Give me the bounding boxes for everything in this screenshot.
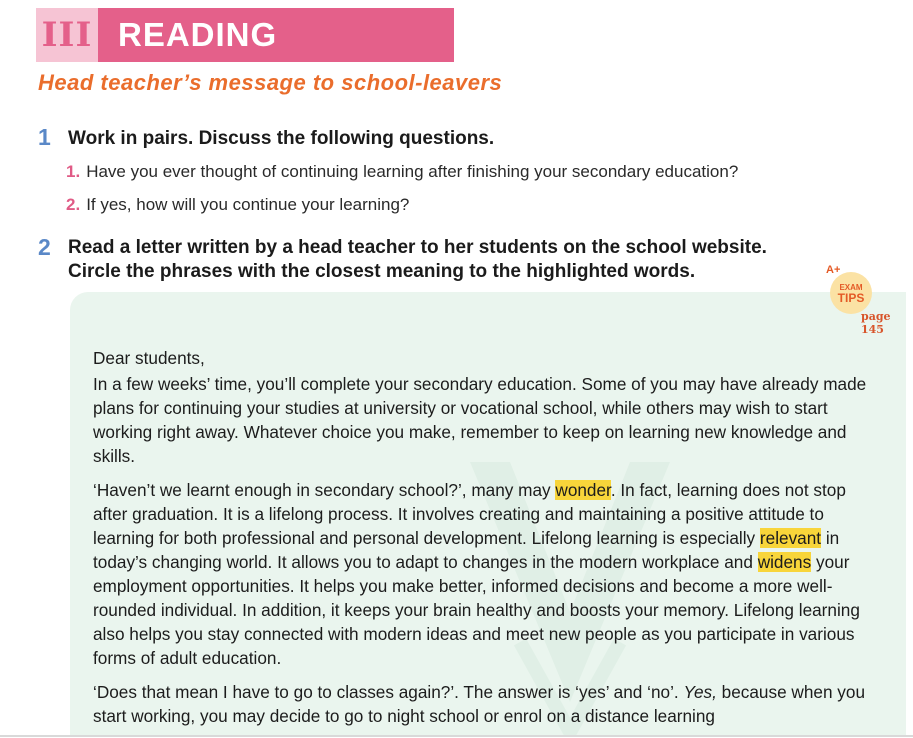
p2-text-c: in today’s changing world. It allows you to adapt to changes in the modern workplace and: [93, 528, 840, 572]
p3-text-a: ‘Does that mean I have to go to classes again?’. The answer is ‘yes’ and ‘no’.: [93, 682, 684, 702]
task-2-instruction: [68, 236, 888, 284]
highlight-wonder[interactable]: wonder: [555, 480, 611, 500]
letter-paragraph-3: [93, 680, 883, 728]
letter-body: [93, 346, 883, 738]
p3-yes: Yes,: [683, 682, 717, 702]
exam-tips-icon: [830, 272, 872, 314]
highlight-relevant[interactable]: relevant: [759, 528, 822, 548]
question-2-number: 2.: [66, 195, 81, 214]
question-1-number: 1.: [66, 162, 81, 181]
exam-tips-tips: TIPS: [837, 291, 865, 305]
p2-text-a: ‘Haven’t we learnt enough in secondary school?’, many may: [93, 480, 556, 500]
highlight-widens[interactable]: widens: [757, 552, 812, 572]
exam-tips-page-link[interactable]: page 145: [861, 310, 891, 336]
p2-text-b: . In fact, learning does not stop after graduation. It is a lifelong process. It involves creating and maintaining a positive attitude to learning for both professional and personal development. Lifelong learning is especially: [93, 480, 846, 548]
section-title: READING: [118, 16, 278, 53]
letter-paragraph-1: In a few weeks’ time, you’ll complete your secondary education. Some of you may have already made plans for continuing your studies at university or vocational school, while others may wish to start working right away. Whatever choice you make, remember to keep on learning new knowledge and skills.: [93, 374, 867, 466]
exam-tips-exam: EXAM: [839, 283, 863, 292]
exam-tips-aplus: A+: [826, 264, 841, 276]
task-2-number: 2: [38, 234, 51, 260]
question-2: [66, 195, 409, 215]
question-1-text: Have you ever thought of continuing learning after finishing your secondary education?: [86, 162, 739, 181]
question-2-text: If yes, how will you continue your learning?: [86, 195, 410, 214]
section-banner: [36, 8, 454, 62]
p2-text-d: your employment opportunities. It helps you make better, informed decisions and become a more well-rounded individual. In addition, it keeps your brain healthy and boosts your memory. Lifelong learning also helps you stay connected with modern ideas and meet new people as you participate in various forms of adult education.: [93, 552, 860, 668]
task-2-line-2: Circle the phrases with the closest meaning to the highlighted words.: [68, 261, 696, 282]
letter-paragraph-2: [93, 478, 883, 670]
exam-tips-badge[interactable]: [820, 262, 910, 336]
letter-greeting: Dear students,: [93, 348, 205, 368]
question-1: [66, 162, 738, 182]
task-1-instruction: Work in pairs. Discuss the following questions.: [68, 128, 495, 149]
section-number: III: [36, 8, 98, 62]
task-2-line-1: Read a letter written by a head teacher to her students on the school website.: [68, 237, 767, 258]
reading-subtitle: Head teacher’s message to school-leavers: [38, 70, 503, 95]
task-1-number: 1: [38, 124, 51, 150]
p3-text-b: because when you start working, you may decide to go to night school or enrol on a distance learning: [93, 682, 865, 726]
